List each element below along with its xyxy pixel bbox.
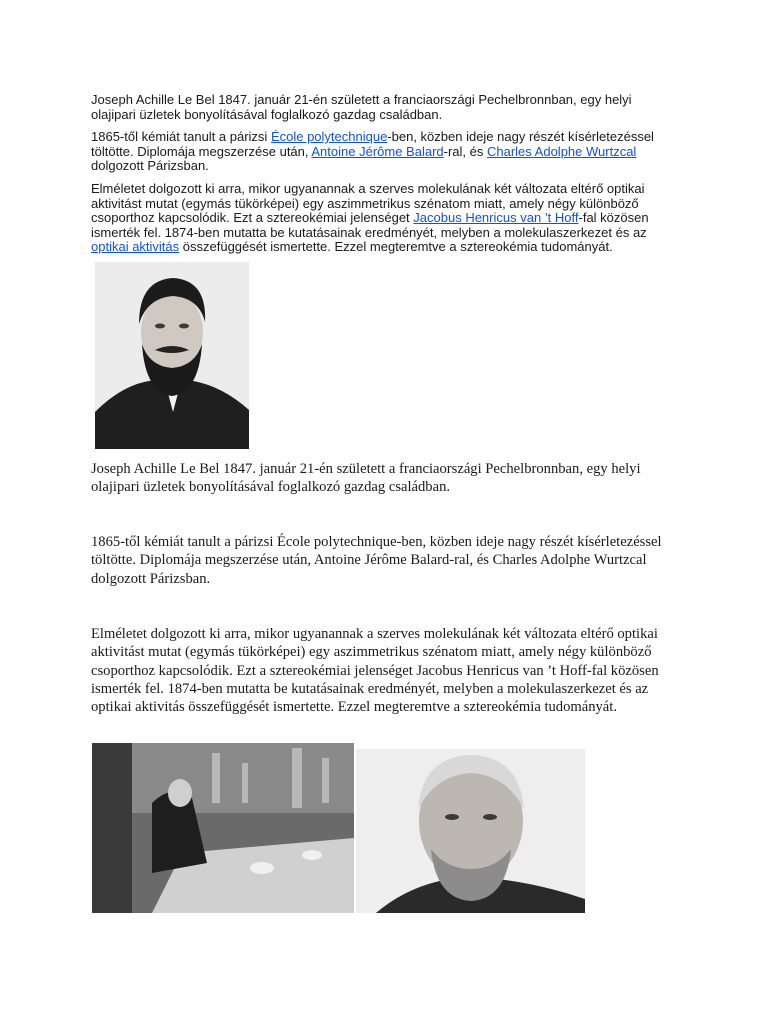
education-paragraph-doc: 1865-től kémiát tanult a párizsi École polytechnique-ben, közben ideje nagy részét kísérletezéssel töltötte. Diplomája megszerzése után, Antoine Jérôme Balard-ral, és Charles Adolphe Wurtzcal dolgozott Párizsban.: [91, 534, 662, 587]
education-text-1: 1865-től kémiát tanult a párizsi: [91, 129, 271, 144]
link-charles-wurtz[interactable]: Charles Adolphe Wurtzcal: [486, 143, 637, 159]
link-antoine-balard[interactable]: Antoine Jérôme Balard: [311, 143, 444, 159]
link-ecole-polytechnique[interactable]: École polytechnique: [270, 129, 388, 144]
link-van-t-hoff[interactable]: Jacobus Henricus van ’t Hoff: [413, 210, 579, 226]
link-optikai-aktivitas[interactable]: optikai aktivitás: [91, 239, 180, 255]
portrait-elderly-photo: [356, 749, 585, 913]
laboratory-photo: [92, 743, 354, 913]
theory-text-2: -fal közösen ismerték fel. 1874-ben mutatta be kutatásainak eredményét, melyben a molekulaszerkezet és az: [91, 210, 649, 240]
intro-paragraph-doc: Joseph Achille Le Bel 1847. január 21-én született a franciaországi Pechelbronnban, egy helyi olajipari üzletek bonyolításával foglalkozó gazdag családban.: [91, 461, 641, 496]
theory-text-1: Elméletet dolgozott ki arra, mikor ugyanannak a szerves molekulának két változata eltérő optikai aktivitást mutat (egymás tükörképei) egy aszimmetrikus szénatom miatt, amely négy különböző csoporthoz kapcsolódik. Ezt a sztereokémiai jelenséget: [91, 181, 645, 226]
theory-paragraph-doc: Elméletet dolgozott ki arra, mikor ugyanannak a szerves molekulának két változata eltérő optikai aktivitást mutat (egymás tükörképei) egy aszimmetrikus szénatom miatt, amely négy különböző csoporthoz kapcsolódik. Ezt a sztereokémiai jelenséget Jacobus Henricus van ’t Hoff-fal közösen ismerték fel. 1874-ben mutatta be kutatásainak eredményét, melyben a molekulaszerkezet és az optikai aktivitás összefüggését ismertette. Ezzel megteremtve a sztereokémia tudományát.: [91, 626, 659, 716]
education-text-2: -ben, közben ideje nagy részét kísérletezéssel töltötte. Diplomája megszerzése után,: [91, 129, 654, 159]
intro-paragraph-web: [91, 93, 677, 122]
education-text-3: -ral, és: [443, 143, 487, 159]
education-paragraph-web: [91, 130, 677, 174]
theory-text-3: összefüggését ismertette. Ezzel megteremtve a sztereokémia tudományát.: [179, 239, 613, 255]
portrait-le-bel-photo: [95, 262, 249, 449]
intro-text: Joseph Achille Le Bel 1847. január 21-én született a franciaországi Pechelbronnban, egy helyi olajipari üzletek bonyolításával foglalkozó gazdag családban.: [91, 92, 632, 122]
education-text-4: dolgozott Párizsban.: [91, 158, 209, 174]
theory-paragraph-web: [91, 182, 677, 255]
